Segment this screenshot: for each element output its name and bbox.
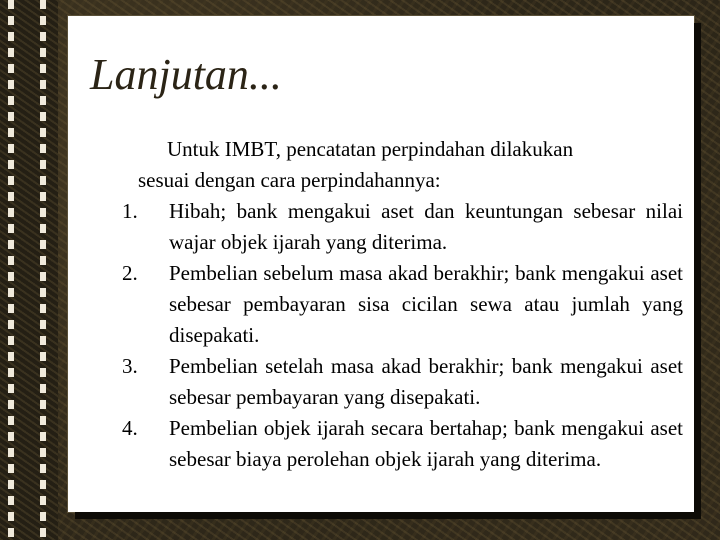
list-item-number: 4. — [122, 416, 138, 440]
intro-line-1: Untuk IMBT, pencatatan perpindahan dilakukan — [167, 137, 574, 161]
list-item-text: Pembelian sebelum masa akad berakhir; bank mengakui aset sebesar pembayaran sisa cicilan sewa atau jumlah yang disepakati. — [169, 261, 683, 347]
list-item-number: 2. — [122, 261, 138, 285]
list-item — [122, 196, 682, 258]
numbered-list — [122, 196, 682, 475]
list-item-number: 1. — [122, 199, 138, 223]
slide-title: Lanjutan... — [90, 50, 282, 99]
stitch-line-right — [40, 0, 46, 540]
list-item-number: 3. — [122, 354, 138, 378]
list-item-text: Pembelian setelah masa akad berakhir; bank mengakui aset sebesar pembayaran yang disepakati. — [169, 354, 683, 409]
intro-paragraph — [138, 134, 658, 196]
list-item-text: Hibah; bank mengakui aset dan keuntungan sebesar nilai wajar objek ijarah yang diterima. — [169, 199, 683, 254]
intro-line-2: sesuai dengan cara perpindahannya: — [138, 168, 441, 192]
list-item — [122, 351, 682, 413]
list-item-text: Pembelian objek ijarah secara bertahap; bank mengakui aset sebesar biaya perolehan objek ijarah yang diterima. — [169, 416, 683, 471]
stitched-border-strip — [0, 0, 58, 540]
stitch-line-left — [8, 0, 14, 540]
list-item — [122, 258, 682, 351]
slide-content-panel — [68, 16, 694, 512]
list-item — [122, 413, 682, 475]
